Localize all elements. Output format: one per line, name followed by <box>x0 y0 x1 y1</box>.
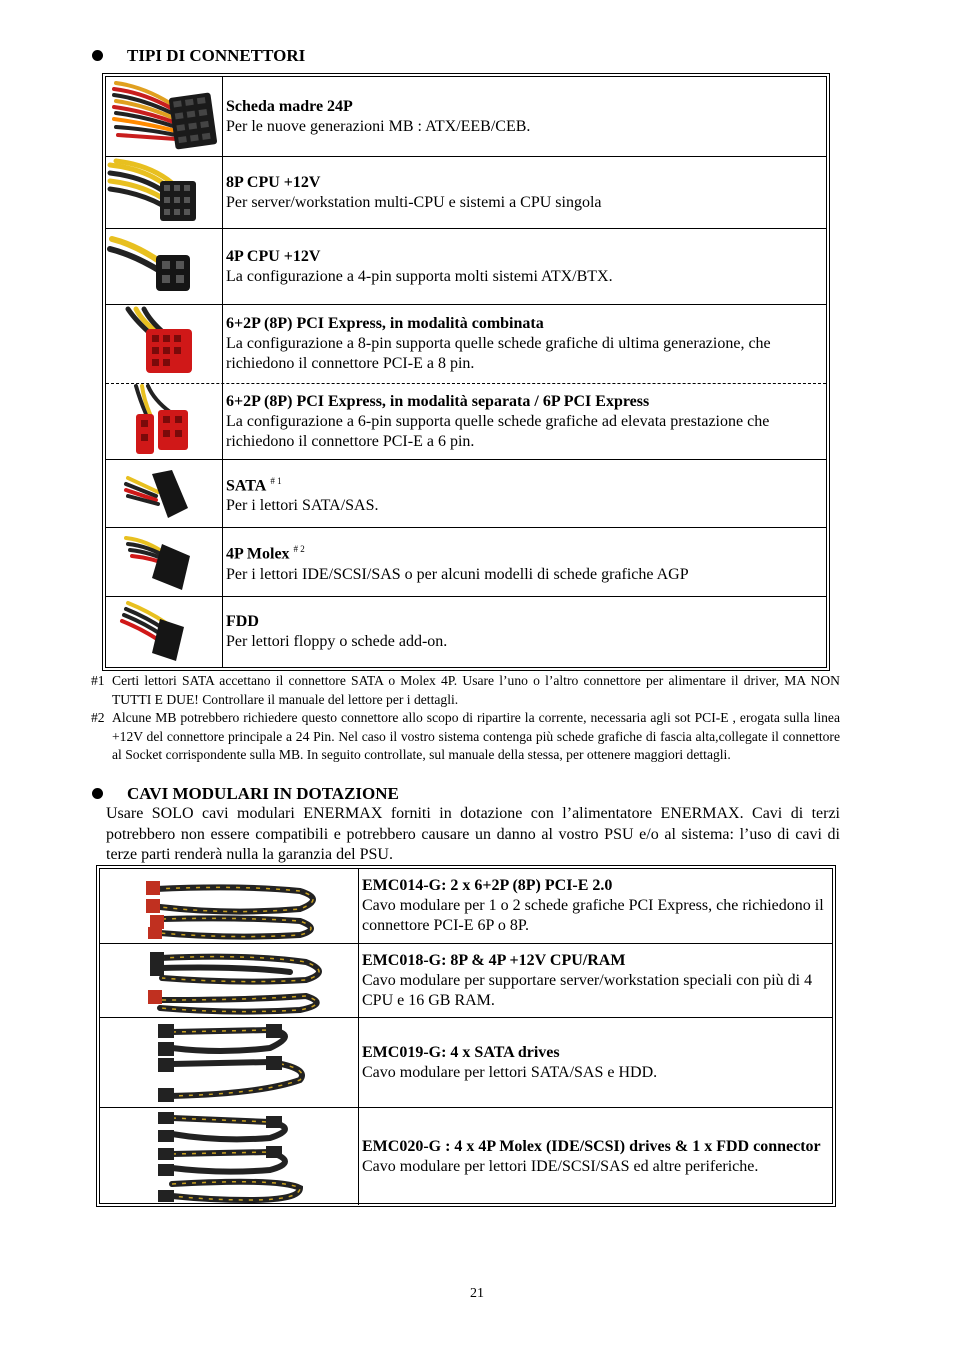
cpu-4pin-connector-icon <box>106 229 223 305</box>
section-heading-connector-types <box>92 46 305 66</box>
connector-title: 8P CPU +12V <box>226 173 321 191</box>
connector-image-cell <box>106 229 223 304</box>
table-row <box>106 527 826 596</box>
connector-text-cell <box>223 384 826 459</box>
connector-image-cell <box>106 597 223 667</box>
connector-description: Per server/workstation multi-CPU e sistemi a CPU singola <box>226 193 602 211</box>
pcie-6pin-connector-icon <box>106 384 223 460</box>
cable-text-cell <box>359 944 832 1017</box>
connector-image-cell <box>106 305 223 383</box>
sata-modular-cable-icon <box>100 1018 359 1108</box>
connector-image-cell <box>106 460 223 527</box>
pcie-8pin-connector-icon <box>106 305 223 384</box>
molex-connector-icon <box>106 528 223 597</box>
connector-text-cell <box>223 305 826 383</box>
sata-connector-icon <box>106 460 223 528</box>
section-heading-modular-cables <box>92 784 399 804</box>
connector-title: 6+2P (8P) PCI Express, in modalità combinata <box>226 315 544 332</box>
connector-description: Per i lettori IDE/SCSI/SAS o per alcuni modelli di schede grafiche AGP <box>226 565 689 583</box>
footnote <box>91 709 840 765</box>
cable-image-cell <box>100 869 359 943</box>
pcie-modular-cable-icon <box>100 869 359 943</box>
connector-image-cell <box>106 157 223 228</box>
cpu-8pin-connector-icon <box>106 157 223 229</box>
cable-description: Cavo modulare per lettori IDE/SCSI/SAS ed altre periferiche. <box>362 1157 759 1175</box>
connector-text-cell <box>223 597 826 667</box>
footnote <box>91 672 840 709</box>
footnote-text: Alcune MB potrebbero richiedere questo connettore allo scopo di ripartire la corrente, necessaria agli sot PCI-E , erogata sulla linea +12V del connettore principale a 24 Pin. Nel caso il vostro sistema contenga più schede grafiche di fascia alta,collegate il connettore al Socket corrispondente sulla MB. In seguito controllate, sul manuale della stessa, per ottenere maggiori dettagli. <box>112 710 840 762</box>
cable-image-cell <box>100 1018 359 1107</box>
cable-image-cell <box>100 944 359 1017</box>
cable-title: EMC014-G: 2 x 6+2P (8P) PCI-E 2.0 <box>362 877 613 894</box>
bullet-icon <box>92 788 103 799</box>
connector-title: 4P Molex <box>226 545 290 563</box>
connector-title: 6+2P (8P) PCI Express, in modalità separata / 6P PCI Express <box>226 392 650 410</box>
table-row <box>106 156 826 228</box>
table-row <box>100 1107 832 1205</box>
connector-title: FDD <box>226 613 259 630</box>
table-row <box>100 869 832 943</box>
connector-image-cell <box>106 528 223 596</box>
connector-image-cell <box>106 384 223 459</box>
footnote-text: Certi lettori SATA accettano il connettore SATA o Molex 4P. Usare l’uno o l’altro connettore per alimentare il driver, MA NON TUTTI E DUE! Controllare il manuale del lettore per i dettagli. <box>112 673 840 707</box>
cpu-modular-cable-icon <box>100 944 359 1018</box>
connector-description: La configurazione a 4-pin supporta molti sistemi ATX/BTX. <box>226 267 613 285</box>
table-row <box>106 304 826 383</box>
modular-cables-table <box>96 865 836 1207</box>
cable-description: Cavo modulare per supportare server/workstation speciali con più di 4 CPU e 16 GB RAM. <box>362 971 813 1009</box>
footnote-label: #1 <box>91 673 105 688</box>
cable-title: EMC018-G: 8P & 4P +12V CPU/RAM <box>362 951 626 969</box>
connector-description: Per lettori floppy o schede add-on. <box>226 633 448 650</box>
table-row <box>106 77 826 156</box>
cable-title: EMC019-G: 4 x SATA drives <box>362 1043 560 1061</box>
fdd-connector-icon <box>106 597 223 668</box>
cable-text-cell <box>359 1018 832 1107</box>
connector-title: Scheda madre 24P <box>226 97 353 115</box>
connector-title: 4P CPU +12V <box>226 247 321 265</box>
footnote-marker: # 1 <box>270 475 282 486</box>
cable-description: Cavo modulare per 1 o 2 schede grafiche PCI Express, che richiedono il connettore PCI-E 6P o 8P. <box>362 897 824 934</box>
table-row <box>106 228 826 304</box>
connector-text-cell <box>223 528 826 596</box>
table-row <box>106 383 826 459</box>
connector-text-cell <box>223 77 826 156</box>
connector-description: La configurazione a 8-pin supporta quelle schede grafiche di ultima generazione, che richiedono il connettore PCI-E a 8 pin. <box>226 335 771 372</box>
table-row <box>100 943 832 1017</box>
atx-24pin-connector-icon <box>106 77 223 156</box>
intro-paragraph: Usare SOLO cavi modulari ENERMAX forniti in dotazione con l’alimentatore ENERMAX. Cavi di terzi potrebbero non essere compatibili e potrebbero causare un danno al vostro PSU e/o al sistema: l’uso di cavi di terze parti renderà nulla la garanzia del PSU. <box>106 805 840 863</box>
connector-description: Per i lettori SATA/SAS. <box>226 497 379 515</box>
molex-modular-cable-icon <box>100 1108 359 1206</box>
cable-text-cell <box>359 869 832 943</box>
section-title: CAVI MODULARI IN DOTAZIONE <box>127 784 399 803</box>
footnote-marker: # 2 <box>293 544 305 555</box>
connector-text-cell <box>223 157 826 228</box>
connector-title: SATA <box>226 477 267 495</box>
footnote-label: #2 <box>91 710 105 725</box>
connector-text-cell <box>223 229 826 304</box>
page-number: 21 <box>470 1286 484 1301</box>
connector-types-table <box>102 73 830 671</box>
bullet-icon <box>92 50 103 61</box>
cable-title: EMC020-G : 4 x 4P Molex (IDE/SCSI) drives & 1 x FDD connector <box>362 1137 821 1155</box>
table-row <box>106 596 826 667</box>
connector-description: Per le nuove generazioni MB : ATX/EEB/CEB. <box>226 117 531 135</box>
table-row <box>106 459 826 527</box>
cable-image-cell <box>100 1108 359 1205</box>
connector-description: La configurazione a 6-pin supporta quelle schede grafiche ad elevata prestazione che richiedono il connettore PCI-E a 6 pin. <box>226 412 770 450</box>
connector-text-cell <box>223 460 826 527</box>
section-title: TIPI DI CONNETTORI <box>127 46 306 65</box>
cable-description: Cavo modulare per lettori SATA/SAS e HDD. <box>362 1063 658 1081</box>
table-row <box>100 1017 832 1107</box>
cable-text-cell <box>359 1108 832 1205</box>
connector-image-cell <box>106 77 223 156</box>
